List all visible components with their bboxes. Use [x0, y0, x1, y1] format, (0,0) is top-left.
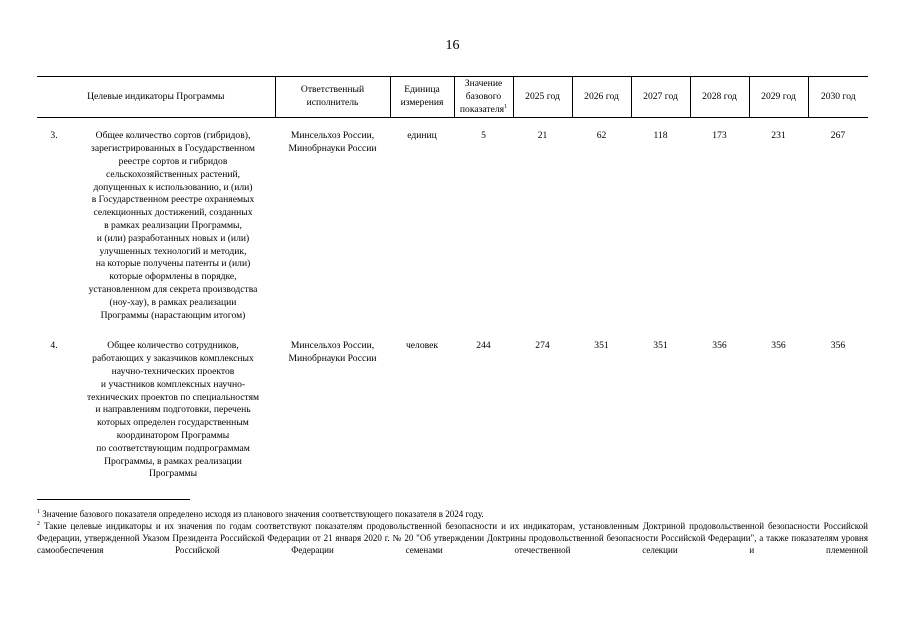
indicator-name-line: сельскохозяйственных растений, [105, 168, 240, 180]
base-value-cell: 5 [481, 130, 486, 142]
indicator-name-line: на которые получены патенты и (или) [95, 258, 251, 270]
footnote-1 [37, 508, 868, 520]
indicator-name-line: (ноу-хау), в рамках реализации [109, 296, 237, 308]
table-row [37, 118, 868, 328]
indicator-name-line: и направлениям подготовки, перечень [95, 404, 251, 416]
indicator-name-line: научно-технических проектов [111, 365, 235, 377]
indicator-name-line: работающих у заказчиков комплексных [92, 353, 254, 365]
value-2027: 351 [653, 340, 668, 352]
header-indicators: Целевые индикаторы Программы [37, 77, 275, 118]
table-row [37, 328, 868, 481]
responsible-executor [275, 118, 390, 328]
footnote-1-mark: 1 [37, 509, 40, 515]
header-year-2028: 2028 год [690, 77, 749, 118]
value-2026: 62 [596, 130, 607, 142]
responsible-line: Минобрнауки России [288, 353, 377, 365]
header-year-2025: 2025 год [513, 77, 572, 118]
responsible-line: Минобрнауки России [288, 143, 377, 155]
indicator-name-line: Программы, в рамках реализации [104, 455, 242, 467]
header-year-2030: 2030 год [808, 77, 868, 118]
footnote-2 [37, 520, 868, 556]
page-number: 16 [445, 38, 460, 53]
responsible-executor [275, 328, 390, 481]
indicator-name-line: технических проектов по специальностям [86, 391, 260, 403]
footnote-2-text: Такие целевые индикаторы и их значения по годам соответствуют показателям продовольственной безопасности и их индикаторам, установленным Доктриной продовольственной безопасности Российской Федерации, утвержденной Указом Президента Российской Федерации от 21 января 2020 г. № 20 "Об утверждении Доктрины продовольственной безопасности Российской Федерации", а также показателям уровня самообеспечения Российской Федерации семенами отечественной селекции и племенной [37, 521, 869, 555]
value-2026: 351 [594, 340, 609, 352]
row-number: 4. [50, 340, 58, 352]
value-2029: 356 [771, 340, 786, 352]
header-year-2027: 2027 год [631, 77, 690, 118]
header-base-value [454, 77, 513, 118]
indicator-name [71, 118, 275, 328]
unit-cell: человек [405, 340, 439, 352]
indicator-name-line: Программы (нарастающим итогом) [100, 309, 246, 321]
indicator-name-line: в рамках реализации Программы, [104, 219, 242, 231]
indicator-name-line: координатором Программы [116, 429, 230, 441]
header-year-2026: 2026 год [572, 77, 631, 118]
value-2028: 173 [712, 130, 727, 142]
row-number: 3. [50, 130, 58, 142]
value-2025: 274 [535, 340, 550, 352]
indicator-name-line: установленном для секрета производства [88, 283, 258, 295]
indicator-name-line: допущенных к использованию, и (или) [93, 181, 253, 193]
indicator-name-line: селекционных достижений, созданных [93, 207, 253, 219]
header-responsible: Ответственный исполнитель [275, 77, 390, 118]
footnote-ref-1: 1 [504, 103, 508, 110]
indicator-name-line: зарегистрированных в Государственном [91, 143, 255, 155]
value-2030: 267 [830, 130, 846, 142]
header-base-value-text: Значение базового показателя [459, 78, 505, 115]
indicator-name-line: Общее количество сортов (гибридов), [95, 130, 251, 142]
indicator-name-line: и (или) разработанных новых и (или) [96, 232, 250, 244]
value-2029: 231 [771, 130, 786, 142]
indicator-name-line: улучшенных технологий и методик, [99, 245, 247, 257]
table-header-row [37, 77, 868, 118]
indicator-name-line: которых определен государственным [97, 417, 249, 429]
unit-cell: единиц [407, 130, 437, 142]
value-2025: 21 [537, 130, 548, 142]
indicator-name-line: которые оформлены в порядке, [109, 271, 237, 283]
header-year-2029: 2029 год [749, 77, 808, 118]
base-value-cell: 244 [476, 340, 491, 352]
responsible-line: Минсельхоз России, [290, 340, 375, 352]
indicator-name-line: в Государственном реестре охраняемых [91, 194, 255, 206]
indicator-name-line: по соответствующим подпрограммам [96, 442, 250, 454]
footnote-1-text: Значение базового показателя определено исходя из планового значения соответствующего показателя в 2024 году. [42, 509, 484, 519]
header-unit: Единица измерения [390, 77, 454, 118]
footnote-separator [37, 499, 190, 500]
footnotes [37, 508, 868, 556]
indicator-name-line: Программы [148, 468, 198, 480]
value-2027: 118 [653, 130, 668, 142]
footnote-2-mark: 2 [37, 521, 40, 527]
indicator-name-line: реестре сортов и гибридов [118, 155, 228, 167]
responsible-line: Минсельхоз России, [290, 130, 375, 142]
value-2030: 356 [830, 340, 846, 352]
indicators-table [37, 76, 868, 481]
indicator-name-line: и участников комплексных научно- [100, 378, 246, 390]
value-2028: 356 [712, 340, 727, 352]
indicator-name [71, 328, 275, 481]
indicator-name-line: Общее количество сотрудников, [107, 340, 239, 352]
